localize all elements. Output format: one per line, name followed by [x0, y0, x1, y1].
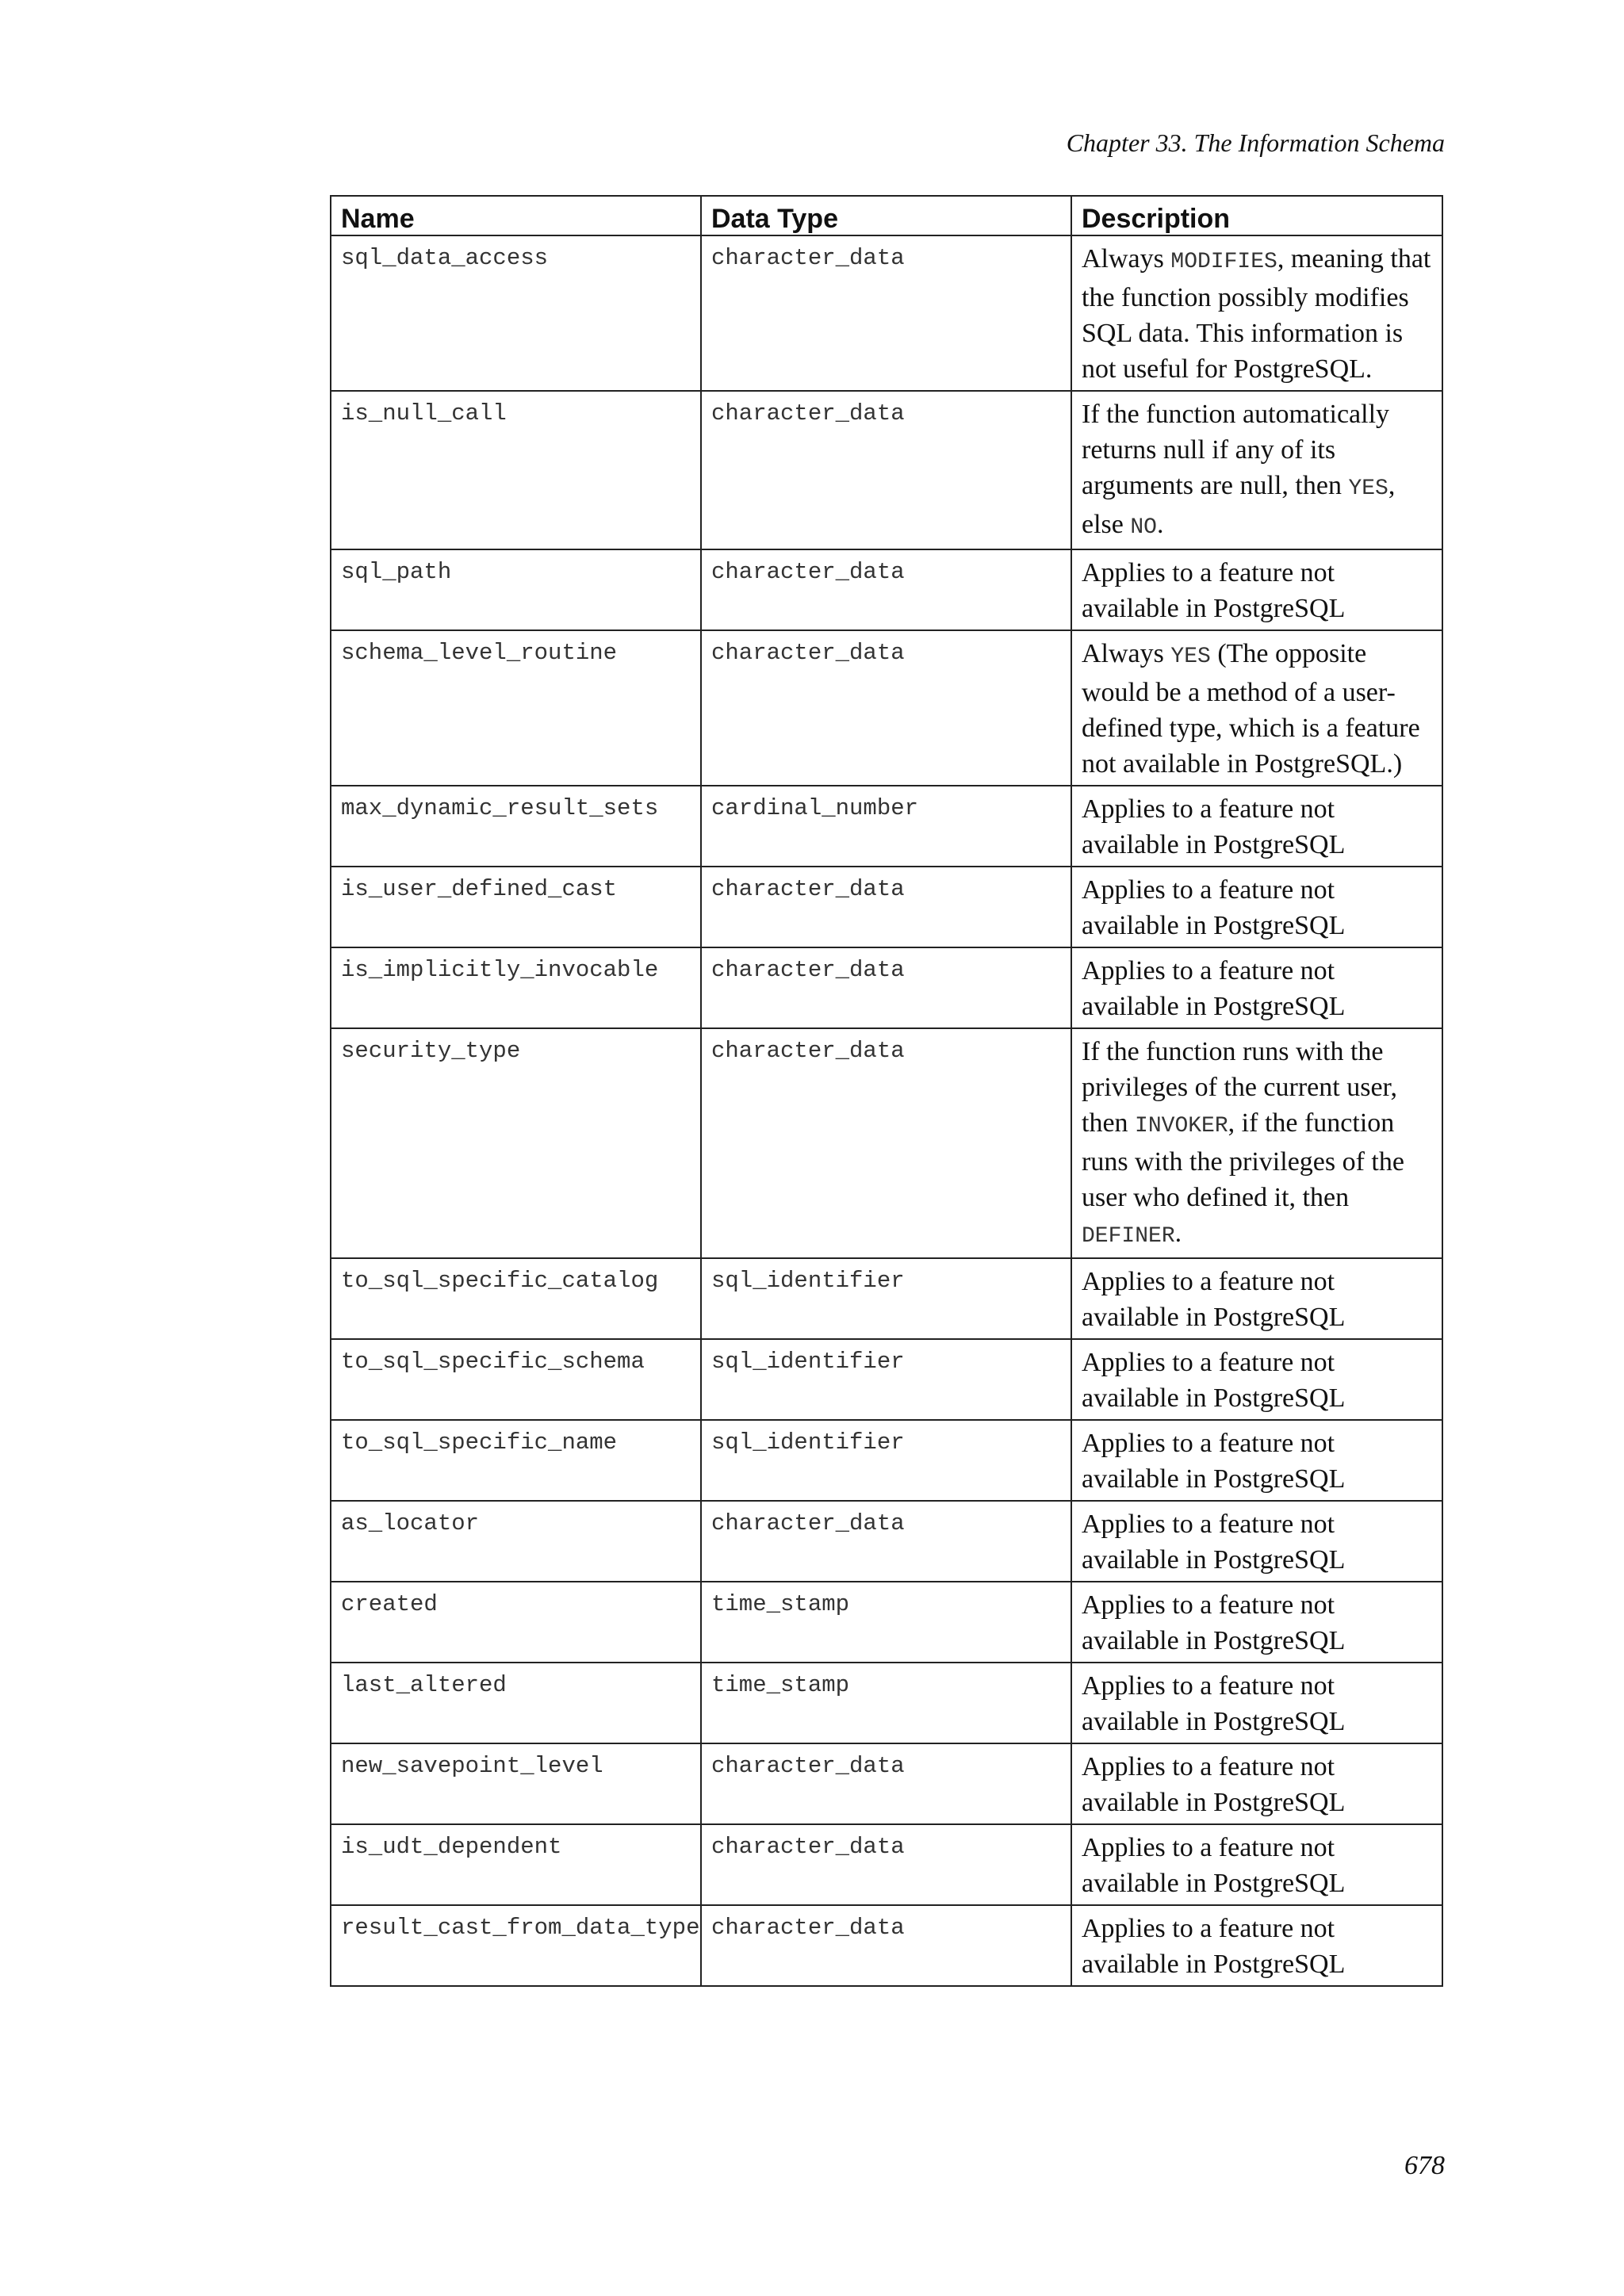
description-text: , else [1082, 471, 1396, 539]
cell-description [1071, 1824, 1442, 1905]
description-text: Applies to a feature not available in PostgreSQL [1082, 1429, 1346, 1494]
cell-description [1071, 1501, 1442, 1582]
cell-data-type: character_data [701, 947, 1071, 1028]
running-header: Chapter 33. The Information Schema [1066, 128, 1445, 157]
cell-data-type: character_data [701, 1501, 1071, 1582]
description-text: . [1174, 1219, 1182, 1248]
description-text: Applies to a feature not available in PostgreSQL [1082, 1267, 1346, 1332]
table-header-row [331, 196, 1442, 235]
routines-columns-table [330, 195, 1443, 1987]
inline-code: YES [1170, 645, 1211, 669]
cell-data-type: sql_identifier [701, 1258, 1071, 1339]
table-row [331, 1028, 1442, 1258]
description-text: . [1156, 510, 1164, 539]
description-text: Applies to a feature not available in PostgreSQL [1082, 558, 1346, 623]
description-text: , if the function runs with the privileges of the user who defined it, then [1082, 1108, 1404, 1212]
table-row [331, 1339, 1442, 1420]
cell-name: as_locator [331, 1501, 701, 1582]
cell-name: is_udt_dependent [331, 1824, 701, 1905]
cell-name: new_savepoint_level [331, 1743, 701, 1824]
cell-description [1071, 1743, 1442, 1824]
cell-description [1071, 867, 1442, 947]
cell-data-type: cardinal_number [701, 786, 1071, 867]
cell-data-type: character_data [701, 1743, 1071, 1824]
description-text: Applies to a feature not available in PostgreSQL [1082, 1348, 1346, 1413]
cell-description [1071, 630, 1442, 786]
cell-description [1071, 235, 1442, 391]
cell-data-type: sql_identifier [701, 1339, 1071, 1420]
cell-description [1071, 549, 1442, 630]
cell-name: security_type [331, 1028, 701, 1258]
inline-code: MODIFIES [1170, 250, 1277, 274]
description-text: If the function runs with the privileges of the current user, then [1082, 1037, 1397, 1138]
column-header-name: Name [331, 196, 701, 235]
table-row [331, 391, 1442, 549]
description-text: (The opposite would be a method of a user-defined type, which is a feature not available in PostgreSQL.) [1082, 639, 1420, 779]
table-row [331, 1905, 1442, 1986]
cell-data-type: character_data [701, 630, 1071, 786]
description-text: Applies to a feature not available in PostgreSQL [1082, 956, 1346, 1021]
cell-data-type: character_data [701, 391, 1071, 549]
cell-name: is_user_defined_cast [331, 867, 701, 947]
description-text: Applies to a feature not available in PostgreSQL [1082, 1914, 1346, 1979]
description-text: Applies to a feature not available in PostgreSQL [1082, 1590, 1346, 1655]
cell-name: created [331, 1582, 701, 1663]
description-text: , meaning that the function possibly modifies SQL data. This information is not useful for PostgreSQL. [1082, 244, 1431, 384]
table-row [331, 1420, 1442, 1501]
cell-description [1071, 1663, 1442, 1743]
table-row [331, 786, 1442, 867]
table-row [331, 549, 1442, 630]
column-header-description: Description [1071, 196, 1442, 235]
cell-description [1071, 1582, 1442, 1663]
description-text: Applies to a feature not available in PostgreSQL [1082, 875, 1346, 940]
cell-name: to_sql_specific_catalog [331, 1258, 701, 1339]
description-text: Always [1082, 244, 1171, 274]
description-text: If the function automatically returns null if any of its arguments are null, then [1082, 400, 1390, 500]
cell-description [1071, 947, 1442, 1028]
cell-description [1071, 391, 1442, 549]
description-text: Applies to a feature not available in PostgreSQL [1082, 794, 1346, 859]
table-row [331, 1663, 1442, 1743]
column-header-data-type: Data Type [701, 196, 1071, 235]
cell-data-type: time_stamp [701, 1582, 1071, 1663]
description-text: Applies to a feature not available in PostgreSQL [1082, 1671, 1346, 1736]
cell-description [1071, 1905, 1442, 1986]
description-text: Always [1082, 639, 1171, 668]
cell-name: sql_path [331, 549, 701, 630]
cell-name: is_implicitly_invocable [331, 947, 701, 1028]
cell-data-type: time_stamp [701, 1663, 1071, 1743]
inline-code: INVOKER [1135, 1114, 1228, 1138]
cell-data-type: character_data [701, 1028, 1071, 1258]
cell-name: sql_data_access [331, 235, 701, 391]
cell-data-type: character_data [701, 549, 1071, 630]
cell-description [1071, 1339, 1442, 1420]
cell-description [1071, 786, 1442, 867]
table-row [331, 1258, 1442, 1339]
cell-name: max_dynamic_result_sets [331, 786, 701, 867]
table-body [331, 235, 1442, 1986]
cell-name: result_cast_from_data_type [331, 1905, 701, 1986]
cell-name: schema_level_routine [331, 630, 701, 786]
inline-code: YES [1348, 476, 1388, 501]
inline-code: NO [1130, 515, 1157, 540]
table-row [331, 1743, 1442, 1824]
cell-data-type: character_data [701, 1824, 1071, 1905]
table-row [331, 235, 1442, 391]
cell-data-type: sql_identifier [701, 1420, 1071, 1501]
cell-name: last_altered [331, 1663, 701, 1743]
page-number: 678 [1404, 2151, 1445, 2180]
table-row [331, 630, 1442, 786]
cell-data-type: character_data [701, 1905, 1071, 1986]
cell-name: is_null_call [331, 391, 701, 549]
cell-name: to_sql_specific_schema [331, 1339, 701, 1420]
cell-description [1071, 1420, 1442, 1501]
cell-description [1071, 1028, 1442, 1258]
description-text: Applies to a feature not available in PostgreSQL [1082, 1510, 1346, 1575]
table-row [331, 867, 1442, 947]
table-row [331, 1501, 1442, 1582]
cell-description [1071, 1258, 1442, 1339]
description-text: Applies to a feature not available in PostgreSQL [1082, 1752, 1346, 1817]
table-row [331, 947, 1442, 1028]
description-text: Applies to a feature not available in PostgreSQL [1082, 1833, 1346, 1898]
inline-code: DEFINER [1082, 1224, 1175, 1249]
cell-data-type: character_data [701, 235, 1071, 391]
cell-data-type: character_data [701, 867, 1071, 947]
table-row [331, 1582, 1442, 1663]
table-row [331, 1824, 1442, 1905]
cell-name: to_sql_specific_name [331, 1420, 701, 1501]
